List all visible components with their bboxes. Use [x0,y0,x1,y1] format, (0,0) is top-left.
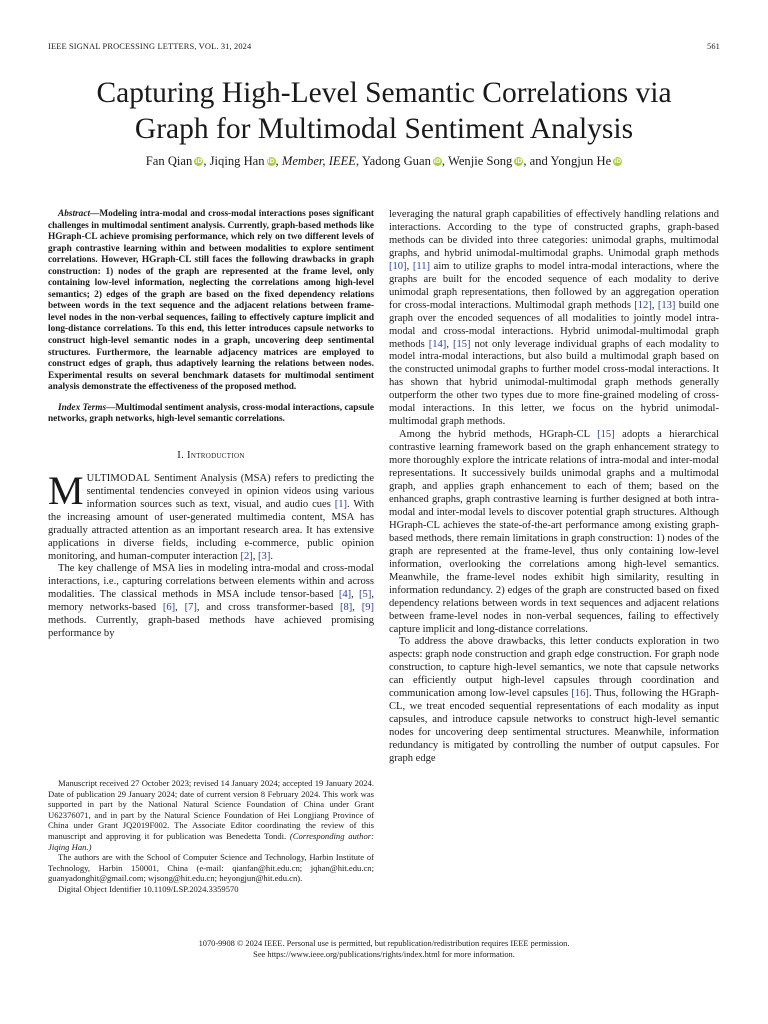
citation-link[interactable]: [9] [361,602,374,614]
abstract-lead: Abstract [58,209,91,219]
author-list: Fan Qian iD, Jiqing Han iD, Member, IEEE, Yadong Guan iD, Wenjie Song iD, and Yongjun He iD [145,154,622,168]
citation-link[interactable]: [1] [334,498,347,510]
citation-link[interactable]: [16] [571,688,589,700]
body-paragraph: leveraging the natural graph capabilities of effectively handling relations and interactions. According to the type of constructed graphs, graph-based methods can be divided into three categories: unimodal graphs, multimodal graphs, and hybrid unimodal-multimodal graphs. Unimodal graph methods [10], [11] aim to utilize graphs to model intra-modal interactions, where the graphs are built for the encoded sequence of each modality to derive unimodal graph representations, then followed by an aggregation operation for cross-modal interactions. Multimodal graph methods [12], [13] build one graph over the encoded sequences of all modalities to jointly model intra-modal and cross-modal interactions. Hybrid unimodal-multimodal graph methods [14], [15] not only leverage individual graphs of each modality to model intra-modal interactions, but also build a multimodal graph based on the constructed unimodal graphs to further model cross-modal interactions. It has shown that hybrid unimodal-multimodal graph methods generally outperform the other two types due to more fine-grained modeling of cross-modal interactions. In this letter, we focus on the hybrid unimodal-multimodal graph methods. [389,209,719,428]
left-column [48,209,374,641]
section-number: I. [177,449,185,461]
body-paragraph: MULTIMODAL Sentiment Analysis (MSA) refers to predicting the sentimental tendencies conveyed in opinion videos using various information sources such as text, visual, and audio cues [1]. With the increasing amount of user-generated multimedia content, MSA has gradually attracted attention as an important research area. It has extensive applications in diverse fields, including e-commerce, public opinion monitoring, and human-computer interaction [2], [3]. [48,467,374,562]
orcid-icon[interactable]: iD [515,158,523,165]
author-name: Jiqing Han [209,154,265,168]
drop-cap-rest: ULTIMODAL [86,472,151,484]
abstract-text: —Modeling intra-modal and cross-modal interactions poses significant challenges in multimodal sentiment analysis. Currently, graph-based methods like HGraph-CL achieve promising performance, which rely on two different levels of graph contrastive learning within and between modalities to explore sentiment correlations. However, HGraph-CL still faces the following drawbacks in graph construction: 1) nodes of the graph are represented at the frame level, only containing low-level information, neglecting the correlations among high-level semantics; 2) edges of the graph are based on the fixed dependency relations between words in the text sequence and the adjacent relations between frame-level nodes in the non-verbal sequences, failing to effectively capture implicit and long-distance correlations. To this end, this letter introduces capsule networks to construct high-level semantic nodes in a graph, uncovering deep sentimental structures. Furthermore, the learnable adjacency matrices are employed to construct edges of graph, thus adaptively learning the relations between nodes. Experimental results on several benchmark datasets for multimodal sentiment analysis demonstrate the effectiveness of the proposed method. [48,209,374,393]
citation-link[interactable]: [11] [412,260,431,272]
footnote-affiliation: The authors are with the School of Computer Science and Technology, Harbin Institute of Technology, Harbin 150001, China (e-mail: qianfan@hit.edu.cn; jqhan@hit.edu.cn; guanyadonghit@gmail.com; wjsong@hit.edu.cn; heyongjun@hit.edu.cn). [48,852,374,884]
citation-link[interactable]: [2] [240,550,253,562]
citation-link[interactable]: [15] [452,338,471,350]
citation-link[interactable]: [4] [338,589,352,601]
rights-link-line[interactable]: See https://www.ieee.org/publications/rights/index.html for more information. [253,950,515,959]
footnote-manuscript: Manuscript received 27 October 2023; revised 14 January 2024; accepted 19 January 2024. Date of publication 29 January 2024; date of current version 8 February 2024. This work was supported in part by the National Natural Science Foundation of China under Grant U62376071, and in part by the Natural Science Foundation of Hei Longjiang Province of China under Grant JQ2019F002. The Associate Editor coordinating the review of this manuscript and approving it for publication was Benedetta Tondi. (Corresponding author: Jiqing Han.) [48,778,374,852]
citation-link[interactable]: [12] [634,299,652,311]
abstract [48,209,374,394]
page-number: 561 [706,42,720,51]
title-line-1: Capturing High-Level Semantic Correlations via [96,77,672,109]
member-affiliation: Member, IEEE [281,154,356,168]
citation-link[interactable]: [8] [339,602,353,614]
paper-title [40,75,728,147]
copyright-footer [40,938,728,960]
orcid-icon[interactable]: iD [614,158,622,165]
orcid-icon[interactable]: iD [195,158,203,165]
journal-name: IEEE SIGNAL PROCESSING LETTERS, VOL. 31, 2024 [48,42,252,51]
author-name: Yadong Guan [361,154,431,168]
citation-link[interactable]: [7] [184,602,197,614]
copyright-line: 1070-9908 © 2024 IEEE. Personal use is permitted, but republication/redistribution requires IEEE permission. [198,939,570,948]
orcid-icon[interactable]: iD [267,158,275,165]
citation-link[interactable]: [5] [359,589,372,601]
body-paragraph: The key challenge of MSA lies in modeling intra-modal and cross-modal interactions, i.e., capturing correlations between elements within and across modalities. The classical methods in MSA include tensor-based [4], [5], memory networks-based [6], [7], and cross transformer-based [8], [9] methods. Currently, graph-based methods have achieved promising performance by [48,563,374,640]
title-line-2: Graph for Multimodal Sentiment Analysis [134,113,634,145]
right-column [389,209,719,766]
first-page-footnote [48,778,374,895]
citation-link[interactable]: [10] [389,260,407,272]
citation-link[interactable]: [6] [162,602,176,614]
running-head [48,42,720,54]
author-name: Fan Qian [145,154,193,168]
footnote-doi[interactable]: Digital Object Identifier 10.1109/LSP.2024.3359570 [58,883,239,894]
citation-link[interactable]: [13] [657,299,676,311]
drop-cap: M [48,467,84,513]
orcid-icon[interactable]: iD [433,158,441,165]
index-terms-text: —Multimodal sentiment analysis, cross-modal interactions, capsule networks, graph networks, high-level semantic correlations. [48,402,374,425]
author-name: Wenjie Song [447,154,513,168]
citation-link[interactable]: [14] [428,338,447,350]
body-paragraph: Among the hybrid methods, HGraph-CL [15] adopts a hierarchical contrastive learning framework based on the graph enhancement strategy to more thoroughly explore the intricate relations of intra-modal and inter-modal representations. It successively builds unimodal graphs and a multimodal graph, and applies graph enhancement to each of them; based on the enhanced graphs, graph contrastive learning is further designed at both intra-modal and inter-modal levels to discover potential graph structures. Although HGraph-CL achieves the state-of-the-art performance among existing graph-based methods, there remain limitations in graph construction: 1) nodes of the graph are represented at the frame-level, thus only containing low-level information, overlooking the correlations among high-level semantics. Meanwhile, the frame-level nodes exhibit high similarity, resulting in information redundancy. 2) edges of the graph are constructed based on fixed dependency relations between words in text sequences and adjacent relations between frame-level nodes in non-verbal sequences, failing to effectively capture implicit and long-distance correlations. [389,429,719,635]
author-name: Yongjun He [550,154,612,168]
citation-link[interactable]: [3] [258,550,271,562]
section-title: Introduction [187,449,245,461]
index-terms-lead: Index Terms [58,402,107,413]
body-paragraph: To address the above drawbacks, this letter conducts exploration in two aspects: graph node construction and graph edge construction. For graph node construction, to capture high-level semantics, we note that capsule networks can efficiently output high-level capsules through coordination and communication among low-level capsules [16]. Thus, following the HGraph-CL, we treat encoded sequential representations of each modality as input capsules, and introduce capsule networks to construct high-level semantic nodes for uncovering deep sentimental structures. Meanwhile, information redundancy is mitigated by controlling the number of output capsules. For graph edge [389,636,720,765]
citation-link[interactable]: [15] [597,429,615,441]
section-heading-introduction [48,450,374,463]
index-terms [48,403,374,426]
